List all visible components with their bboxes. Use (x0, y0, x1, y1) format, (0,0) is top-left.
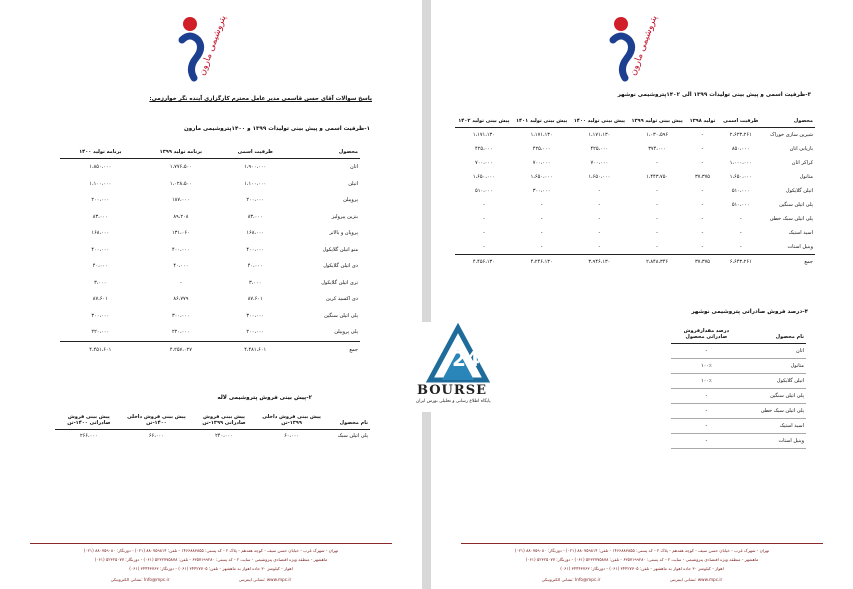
table-cell: ۳،۰۰۰ (249, 279, 262, 286)
table-cell: - (701, 160, 704, 166)
row-label: جمع (289, 341, 360, 358)
row-label: بازیابی اتان (789, 146, 813, 152)
table-cell: ۶۰،۰۰۰ (284, 433, 300, 439)
column-header: نام محصول (742, 328, 806, 344)
table-cell: ۱،۷۷۶،۵۰۰ (169, 164, 192, 171)
table-cell: ۴،۴۸۱،۶۰۱ (221, 341, 289, 358)
table-cell: - (598, 202, 601, 208)
table-cell: ۵۱۰،۰۰۰ (731, 202, 750, 208)
table-cell: ۲۰۰،۰۰۰ (246, 329, 265, 336)
column-header: پیش بینی تولید ۱۴۰۱ (513, 118, 571, 128)
table-cell: ۴۰۰،۰۰۰ (172, 246, 190, 253)
table-cell: - (598, 244, 601, 250)
row-label: شیرین سازی خوراک (770, 132, 813, 138)
row-label: وینیل استات (742, 434, 806, 449)
table-cell: ۲۰۰،۰۰۰ (246, 197, 265, 204)
table-2 (55, 414, 370, 442)
table-cell: ۱،۸۵۰،۰۰۰ (89, 164, 112, 171)
column-header: پیش بینی تولید ۱۴۰۰ (571, 118, 629, 128)
table-1 (60, 149, 360, 358)
row-label: اسید استیک (742, 419, 806, 434)
table-cell: - (482, 244, 485, 250)
table-cell: - (671, 419, 742, 434)
footer-website: www.mpc.ir :نشانی اینترنتی (669, 577, 723, 582)
table-cell: ۲،۶۲۳،۲۶۱ (729, 132, 752, 138)
table-cell: ۱۶۸،۰۰۰ (246, 230, 265, 237)
table-cell: ۱،۱۷۱،۱۳۰ (588, 132, 611, 138)
section-3-title: ۳-ظرفیت اسمی و پیش بینی تولیدات ۱۳۹۹ الی ۱۴۰۲پتروشیمی نوشهر (617, 92, 811, 98)
document-page-left (0, 0, 422, 589)
table-row (671, 374, 806, 389)
table-cell: - (540, 202, 543, 208)
column-header: محصول (289, 149, 360, 159)
table-cell: ۱،۱۷۱،۱۳۰ (530, 132, 553, 138)
table-cell: ۱،۰۲۸،۵۰۰ (169, 180, 192, 187)
row-label: پروپیلن (343, 197, 358, 204)
table-row (60, 291, 360, 308)
table-cell: - (701, 132, 704, 138)
table-cell: ۱۰۰٪ (671, 374, 742, 389)
footer-website: www.mpc.ir :نشانی اینترنتی (238, 577, 292, 582)
svg-text:24: 24 (452, 347, 480, 371)
table-cell: - (701, 202, 704, 208)
table-cell: - (739, 230, 742, 236)
table-header-row (671, 328, 806, 344)
table-cell: - (598, 230, 601, 236)
table-cell: ۱،۶۵۰،۰۰۰ (472, 174, 495, 180)
table-cell: ۴۰،۰۰۰ (247, 263, 263, 270)
column-header: ظرفیت اسمی (221, 149, 289, 159)
table-cell: ۸۳،۰۰۰ (247, 213, 263, 220)
column-header: پیش بینی فروش صادراتی ۱۴۰۰-تن (55, 414, 123, 430)
table-cell: ۳،۹۴۶،۱۳۰ (571, 255, 629, 270)
table-row (671, 344, 806, 359)
footer-email: Info@mpc.ir :نشانی الکترونیکی (541, 577, 601, 582)
table-cell: ۸۷،۶۰۱ (92, 296, 108, 303)
table-cell: - (656, 230, 658, 236)
table-cell: ۲۴۰،۰۰۰ (215, 433, 233, 439)
footer-address-ahvaz: اهواز - کیلومتر ۳۰ جاده اهواز به ماهشهر - تلفن: ۳۴۴۲۷۷۰۵ (۰۶۱) - دورنگار: ۳۴۴۴۳۷۶۳ (۰۶۱) (560, 566, 724, 571)
table-row (455, 198, 815, 212)
table-cell: - (598, 188, 601, 194)
footer-address-tehran: تهران - شهرک غرب - خیابان حسن سیف - کوچه هفدهم - پلاک ۲ - کد پستی: ۱۴۶۶۸۸۳۸۵۵ - تلفن: ۸۸۰۷۵۹۸۱۴ (۰۲۱) - دورنگار: ۸۸۰۷۵۹۰۸۰ (۰۲۱) (514, 548, 770, 553)
table-cell: - (656, 202, 658, 208)
table-cell: ۱،۰۳۰،۵۹۶ (646, 132, 669, 138)
letter-heading: پاسخ سوالات آقای حسن قاسمی مدیر عامل محترم کارگزاری آینده نگر خوارزمی: (149, 96, 372, 102)
company-logo (168, 12, 228, 82)
svg-text:پتروشیمی مارون: پتروشیمی مارون (628, 14, 659, 78)
table-cell: ۴۰۰،۰۰۰ (246, 246, 265, 253)
footer-rule (30, 543, 392, 544)
table-row (60, 192, 360, 209)
table-cell: - (482, 202, 485, 208)
column-header: تولید ۱۳۹۸ (686, 118, 719, 128)
maroon-logo-icon (168, 12, 228, 82)
table-cell: ۷۰۰،۰۰۰ (590, 160, 609, 166)
table-cell: ۸۷،۶۰۱ (247, 296, 263, 303)
table-cell: ۱،۰۰۰،۰۰۰ (729, 160, 752, 166)
table-row (671, 404, 806, 419)
table-cell: ۷۰۰،۰۰۰ (532, 160, 551, 166)
table-cell: ۴۰،۰۰۰ (92, 263, 108, 270)
table-cell: ۴۰۰،۰۰۰ (91, 246, 110, 253)
table-cell: ۳۰۰،۰۰۰ (532, 188, 551, 194)
table-cell: ۳۰۰،۰۰۰ (246, 312, 265, 319)
table-row (60, 209, 360, 226)
table-row (455, 142, 815, 156)
table-cell: - (701, 216, 704, 222)
row-label: اتیلن گلایکول (742, 374, 806, 389)
table-row (455, 184, 815, 198)
table-cell: ۴،۴۵۱،۶۰۱ (60, 341, 141, 358)
footer-rule (461, 543, 823, 544)
table-cell: - (540, 216, 543, 222)
table-row (671, 389, 806, 404)
column-header: ظرفیت اسمی (719, 118, 763, 128)
table-cell: ۴۰،۰۰۰ (173, 263, 189, 270)
table-4 (671, 328, 806, 449)
column-header: پیش بینی تولید ۱۴۰۲ (455, 118, 513, 128)
bourse-brand: BOURSE (417, 383, 487, 398)
table-cell: ۸۵۰،۰۰۰ (731, 146, 750, 152)
table-cell: ۱،۹۰۰،۰۰۰ (244, 164, 267, 171)
row-label: پلی اتیلن سبک خطی (742, 404, 806, 419)
table-cell: - (671, 344, 742, 359)
row-label: پلی اتیلن سبک خطی (769, 216, 813, 222)
table-cell: ۱،۶۵۰،۰۰۰ (530, 174, 553, 180)
table-cell: ۶۶،۰۰۰ (148, 433, 164, 439)
table-cell: ۵۱۰،۰۰۰ (731, 188, 750, 194)
table-cell: ۸۹،۲۰۸ (173, 213, 189, 220)
row-label: پلی اتیلن سنگین (324, 312, 358, 319)
footer-address-mahshahr: ماهشهر - منطقه ویژه اقتصادی پتروشیمی - سایت ۲ - کد پستی: ۶۳۵۷۱۹۹۲۸۰ - تلفن: ۵۲۳۲۷۷۵۸۷۸ (۰۶۱) - دورنگار: ۵۲۳۲۵۰۷۷ (۰۶۱) (94, 557, 328, 562)
table-cell: ۳۷۴،۰۰۰ (648, 146, 666, 152)
document-page-right (431, 0, 853, 589)
table-cell: ۱،۱۰۰،۰۰۰ (244, 180, 267, 187)
column-header: پیش بینی فروش صادراتی ۱۳۹۹-تن (190, 414, 258, 430)
table-header-row (455, 118, 815, 128)
maroon-logo-icon (599, 12, 659, 82)
row-label: اتیلن (348, 180, 358, 187)
table-row (60, 176, 360, 193)
column-header: برنامه تولید ۱۴۰۰ (60, 149, 141, 159)
row-label: پلی اتیلن سبک (337, 433, 368, 439)
row-label: اتان (742, 344, 806, 359)
row-label: وینیل استات (787, 244, 813, 250)
column-header: برنامه تولید ۱۳۹۹ (141, 149, 222, 159)
column-header: پیش بینی تولید ۱۳۹۹ (628, 118, 686, 128)
row-label: تری اتیلن گلایکول (321, 279, 358, 286)
table-row (60, 225, 360, 242)
table-row (455, 128, 815, 143)
column-header: درصد مقدارفروش صادراتی محصول (671, 328, 742, 344)
table-cell: ۴۲۵،۰۰۰ (475, 146, 493, 152)
table-row (60, 308, 360, 325)
table-cell: - (701, 230, 704, 236)
table-cell: ۴۲۵،۰۰۰ (532, 146, 551, 152)
section-2-title: ۲-پیش بینی فروش پتروشیمی لاله (217, 395, 312, 401)
table-cell: - (701, 188, 704, 194)
table-cell: ۷۰۰،۰۰۰ (475, 160, 493, 166)
column-header: پیش بینی فروش داخلی ۱۳۹۹-تن (258, 414, 326, 430)
row-label: جمع (763, 255, 815, 270)
row-label: پلی اتیلن سنگین (779, 202, 813, 208)
table-cell: ۱۳۱،۰۶۰ (172, 230, 190, 237)
table-cell: ۵۱۰،۰۰۰ (475, 188, 493, 194)
table-row (60, 341, 360, 358)
table-cell: - (739, 244, 742, 250)
svg-text:پتروشیمی مارون: پتروشیمی مارون (197, 14, 228, 78)
row-label: متانول (799, 174, 813, 180)
table-cell: ۱،۶۵۰،۰۰۰ (729, 174, 752, 180)
table-cell: ۴،۴۵۶،۱۳۰ (455, 255, 513, 270)
table-cell: ۱،۴۴۳،۷۵۰ (646, 174, 669, 180)
row-label: پلی اتیلن سنگین (742, 389, 806, 404)
column-header: محصول (763, 118, 815, 128)
section-4-title: ۴-درصد فروش صادراتی پتروشیمی نوشهر (691, 309, 808, 315)
table-cell: ۲۰۰،۰۰۰ (91, 197, 110, 204)
row-label: منو اتیلن گلایکول (322, 246, 358, 253)
table-cell: - (482, 230, 485, 236)
footer-address-tehran: تهران - شهرک غرب - خیابان حسن سیف - کوچه هفدهم - پلاک ۲ - کد پستی: ۱۴۶۶۸۸۳۸۵۵ - تلفن: ۸۸۰۷۵۹۸۱۴ (۰۲۱) - دورنگار: ۸۸۰۷۵۹۰۸۰ (۰۲۱) (83, 548, 339, 553)
table-cell: - (656, 216, 658, 222)
section-1-title: ۱-ظرفیت اسمی و پیش بینی تولیدات ۱۳۹۹ و ۱۴۰۰پتروشیمی مارون (184, 126, 370, 132)
footer-address-ahvaz: اهواز - کیلومتر ۳۰ جاده اهواز به ماهشهر - تلفن: ۳۴۴۲۷۷۰۵ (۰۶۱) - دورنگار: ۳۴۴۴۳۷۶۳ (۰۶۱) (129, 566, 293, 571)
table-cell: - (656, 244, 658, 250)
table-cell: ۱۰۰٪ (671, 359, 742, 374)
table-row (455, 240, 815, 255)
table-cell: - (482, 216, 485, 222)
table-cell: ۱۸۷،۰۰۰ (172, 197, 190, 204)
table-cell: ۴،۲۴۶،۱۳۰ (513, 255, 571, 270)
table-cell: ۲۶۶،۰۰۰ (79, 433, 98, 439)
table-row (455, 156, 815, 170)
table-cell: ۸۶،۷۷۹ (173, 296, 189, 303)
row-label: بنزین پیرولیز (331, 213, 358, 220)
row-label: دی اکسید کربن (325, 296, 358, 303)
table-cell: - (656, 160, 658, 166)
column-header: پیش بینی فروش داخلی ۱۴۰۰-تن (123, 414, 191, 430)
table-cell: - (540, 230, 543, 236)
table-row (60, 258, 360, 275)
table-cell: ۲۲۰،۰۰۰ (172, 329, 190, 336)
table-row (60, 159, 360, 176)
bourse-tagline: پایگاه اطلاع رسانی و تحلیلی بورس ایران (416, 399, 491, 404)
table-cell: - (671, 389, 742, 404)
table-cell: ۱۶۸،۰۰۰ (91, 230, 110, 237)
row-label: اتیلن گلایکول (785, 188, 813, 194)
table-cell: ۶،۶۴۳،۲۶۱ (719, 255, 763, 270)
table-cell: ۴۲۵،۰۰۰ (590, 146, 609, 152)
table-row (671, 434, 806, 449)
company-logo (599, 12, 659, 82)
row-label: کراکر اتان (791, 160, 813, 166)
bourse24-watermark (412, 322, 504, 412)
row-label: اسید استیک (788, 230, 813, 236)
table-cell: - (671, 404, 742, 419)
table-cell: - (598, 216, 601, 222)
table-cell: ۳،۰۰۰ (94, 279, 107, 286)
table-header-row (60, 149, 360, 159)
table-row (671, 359, 806, 374)
column-header: نام محصول (325, 414, 370, 430)
row-label: دی اتیلن گلایکول (323, 263, 358, 270)
row-label: پروپان و بالاتر (329, 230, 358, 237)
table-cell: - (701, 244, 704, 250)
table-row (60, 275, 360, 292)
table-row (455, 255, 815, 270)
table-cell: ۴،۲۵۷،۰۲۷ (141, 341, 222, 358)
table-cell: ۱،۶۵۰،۰۰۰ (588, 174, 611, 180)
table-cell: - (656, 188, 658, 194)
table-row (60, 242, 360, 259)
table-3 (455, 118, 815, 269)
table-cell: ۲،۸۴۸،۳۴۶ (628, 255, 686, 270)
table-cell: - (540, 244, 543, 250)
table-cell: - (671, 434, 742, 449)
row-label: متانول (742, 359, 806, 374)
row-label: اتان (350, 164, 358, 171)
table-row (455, 170, 815, 184)
table-cell: ۳۰۰،۰۰۰ (91, 312, 110, 319)
table-row (455, 212, 815, 226)
row-label: پلی پروپیلن (334, 329, 358, 336)
footer-address-mahshahr: ماهشهر - منطقه ویژه اقتصادی پتروشیمی - سایت ۲ - کد پستی: ۶۳۵۷۱۹۹۲۸۰ - تلفن: ۵۲۳۲۷۷۵۸۷۸ (۰۶۱) - دورنگار: ۵۲۳۲۵۰۷۷ (۰۶۱) (525, 557, 759, 562)
table-cell: - (179, 279, 182, 286)
table-cell: - (701, 146, 704, 152)
table-cell: - (739, 216, 742, 222)
table-cell: ۳۷،۳۷۵ (686, 255, 719, 270)
table-row (60, 324, 360, 341)
table-cell: ۳۰۰،۰۰۰ (172, 312, 190, 319)
table-cell: ۱،۱۷۱،۱۳۰ (472, 132, 495, 138)
table-cell: ۲۲۰،۰۰۰ (91, 329, 110, 336)
table-row (455, 226, 815, 240)
table-cell: ۸۳،۰۰۰ (92, 213, 108, 220)
table-row (55, 430, 370, 443)
footer-email: Info@mpc.ir :نشانی الکترونیکی (110, 577, 170, 582)
table-row (671, 419, 806, 434)
table-header-row (55, 414, 370, 430)
table-cell: ۳۷،۳۷۵ (694, 174, 710, 180)
table-cell: ۱،۱۰۰،۰۰۰ (89, 180, 112, 187)
